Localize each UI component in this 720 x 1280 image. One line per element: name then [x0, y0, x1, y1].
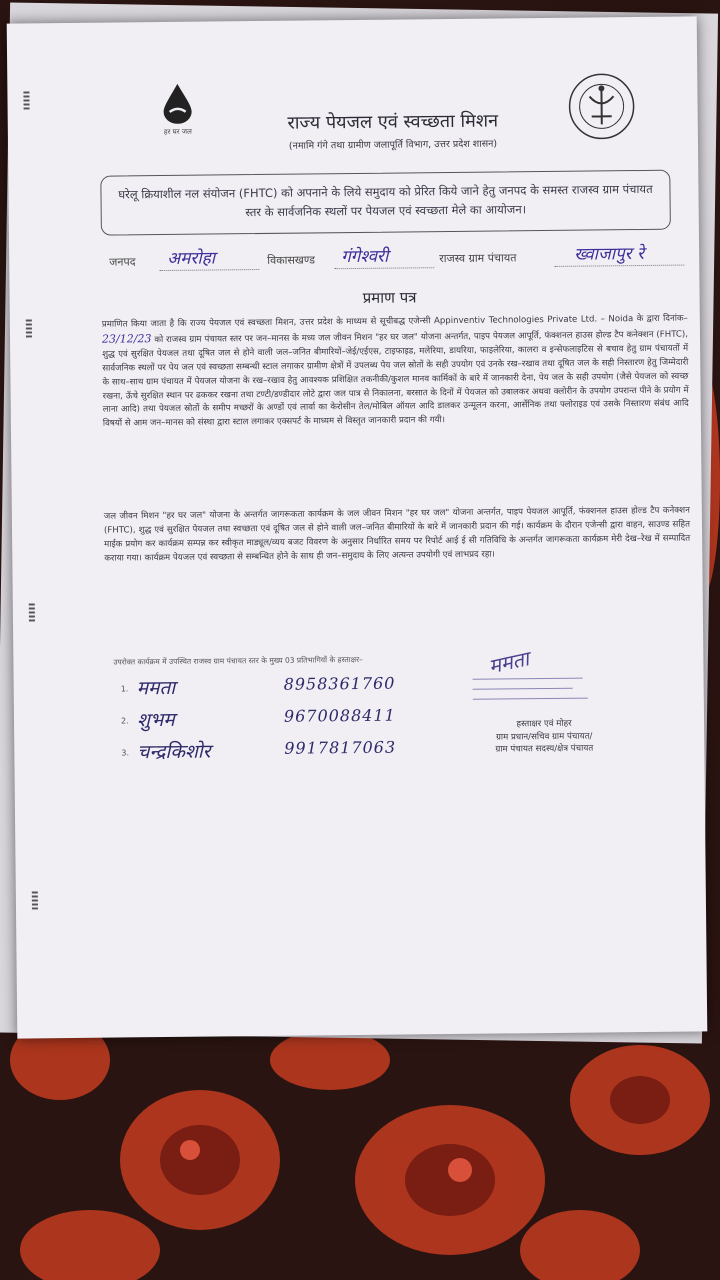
- signature-label: हस्ताक्षर एवं मोहर: [516, 718, 572, 730]
- participant-entry: [120, 703, 429, 734]
- block-label: विकासखण्ड: [267, 253, 316, 267]
- official-stamp: [458, 647, 599, 718]
- location-row: [109, 241, 689, 273]
- participant-phone: 9917817063: [284, 737, 397, 758]
- participant-name: शुभम: [136, 708, 175, 732]
- stamp-signature: ममता: [486, 646, 532, 679]
- panchayat-label: राजस्व ग्राम पंचायत: [439, 251, 517, 266]
- jal-mission-logo: [147, 82, 208, 153]
- participant-number: 3.: [121, 748, 130, 758]
- paragraph-1-intro: प्रमाणित किया जाता है कि राज्य पेयजल एवं स्वच्छता मिशन, उत्तर प्रदेश के माध्यम से सूचीबद्ध एजेन्सी Appinventiv Technologies Private Ltd. – Noida के द्वारा दिनांक–: [101, 313, 688, 330]
- signatory-roles-line-1: ग्राम प्रधान/सचिव ग्राम पंचायत/: [495, 731, 593, 743]
- signatory-roles-line-2: ग्राम पंचायत सदस्य/क्षेत्र पंचायत: [495, 743, 594, 755]
- participants-heading: उपरोक्त कार्यक्रम में उपस्थित राजस्व ग्राम पंचायत स्तर के मुख्य 03 प्रतिभागियों के हस्ताक्षर–: [113, 654, 363, 667]
- participant-number: 2.: [120, 716, 129, 726]
- district-value: अमरोहा: [167, 248, 216, 269]
- event-date: 23/12/23: [101, 332, 152, 346]
- page-title: राज्य पेयजल एवं स्वच्छता मिशन: [287, 110, 499, 134]
- certificate-paragraph-1: [102, 313, 689, 432]
- page-subtitle: (नमामि गंगे तथा ग्रामीण जलापूर्ति विभाग, उत्तर प्रदेश शासन): [288, 138, 498, 152]
- up-government-seal: [567, 72, 636, 141]
- event-banner: घरेलू क्रियाशील नल संयोजन (FHTC) को अपनाने के लिये समुदाय को प्रेरित किये जाने हेतु जनपद के समस्त राजस्व ग्राम पंचायत स्तर के सार्वजनिक स्थलों पर पेयजल एवं स्वच्छता मेले का आयोजन।: [100, 170, 671, 236]
- district-label: जनपद: [109, 255, 136, 269]
- panchayat-value: ख्वाजापुर रे: [574, 243, 645, 265]
- water-drop-icon: [157, 82, 197, 124]
- participant-entry: [120, 671, 429, 702]
- certificate-title: प्रमाण पत्र: [362, 288, 417, 307]
- block-value: गंगेश्वरी: [341, 246, 389, 268]
- participant-number: 1.: [120, 684, 129, 694]
- logo-left-caption: हर घर जल: [163, 127, 192, 137]
- paragraph-1-body: को राजस्व ग्राम पंचायत स्तर पर जन–मानस के मध्य जल जीवन मिशन "हर घर जल" योजना अन्तर्गत, पाइप पेयजल आपूर्ति, फंक्शनल हाउस होल्ड टैप कनेक्शन (FHTC), शुद्ध एवं सुरक्षित पेयजल तथा दूषित जल से होने वाली जल–जनित बीमारियों–जेई/एईएस, टाइफाइड, मलेरिया, डायरिया, फाइलेरिया, कालरा व इन्सेफलाइटिस से बचाव हेतु ग्राम पंचायतों में सार्वजनिक स्थलों पर पेय जल एवं स्वच्छता सम्बन्धी स्टाल लगाकर ग्रामीण क्षेत्रों में उपलब्ध पेय जल स्रोतों के सही उपयोग एवं उनके रख–रखाव तथा दूषित जल के सही निस्तारण हेतु जिम्मेदारी के साथ–साथ ग्राम पंचायत में पेयजल योजना के रख–रखाव हेतु आवश्यक प्रशिक्षित तकनीकी/कुशल मानव कार्मिकों के बारे में जानकारी देना, पेय जल के सही उपयोग (जैसे पेयजल को स्वच्छ रखना, ऊँचे सुरक्षित स्थान पर ढककर रखना तथा टण्टी/डण्डीदार लोटे द्वारा जल पात्र से निकालना, बरसात के दिनों में पेयजल को उबालकर अथवा क्लोरीन के उपयोग उपरान्त पीने के प्रयोग में लाना आदि) तथा पेयजल स्रोतों के समीप मच्छरों के अण्डों एवं लार्वा का केरोसीन तेल/मोबिल ऑयल आदि डालकर उन्मूलन करना, आर्सेनिक तथा फ्लोराइड एवं उसके निस्तारण संबंध आदि विषयों से आम जन–मानस को संस्था द्वारा स्टाल लगाकर एक्सपर्ट के माध्यम से विस्तृत जानकारी प्रदान की गयी।: [102, 329, 689, 429]
- participant-entry: [121, 735, 429, 766]
- certificate-paper: [7, 16, 708, 1038]
- participant-name: चन्द्रकिशोर: [137, 740, 211, 764]
- seal-icon: [567, 72, 636, 141]
- signature-block: [464, 717, 624, 756]
- participant-phone: 9670088411: [283, 705, 396, 726]
- participant-phone: 8958361760: [283, 673, 396, 694]
- participant-name: ममता: [136, 676, 176, 700]
- certificate-paragraph-2: जल जीवन मिशन "हर घर जल" योजना के अन्तर्गत जागरूकता कार्यक्रम के जल जीवन मिशन "हर घर जल" योजना अन्तर्गत, पाइप पेयजल आपूर्ति, फंक्शनल हाउस होल्ड टैप कनेक्शन (FHTC), शुद्ध एवं सुरक्षित पेयजल तथा स्वच्छता एवं दूषित जल से होने वाली जल–जनित बीमारियों के बारे में जानकारी प्रदान की गई। कार्यक्रम के दौरान एजेन्सी द्वारा वाहन, साउण्ड सहित माईक प्रयोग कर कार्यक्रम सम्पन्न कर स्वीकृत माड्यूल/व्यय बजट विवरण के अनुसार निर्धारित समय पर रिपोर्ट आई ई सी गतिविधि के अन्तर्गत जागरूकता कार्यक्रम मेरी देख–रेख में सम्पादित कराया गया। कार्यक्रम पेयजल एवं स्वच्छता से सम्बन्धित होने के साथ ही जन–समुदाय के लिए अत्यन्त उपयोगी एवं लाभप्रद रहा।: [103, 505, 691, 564]
